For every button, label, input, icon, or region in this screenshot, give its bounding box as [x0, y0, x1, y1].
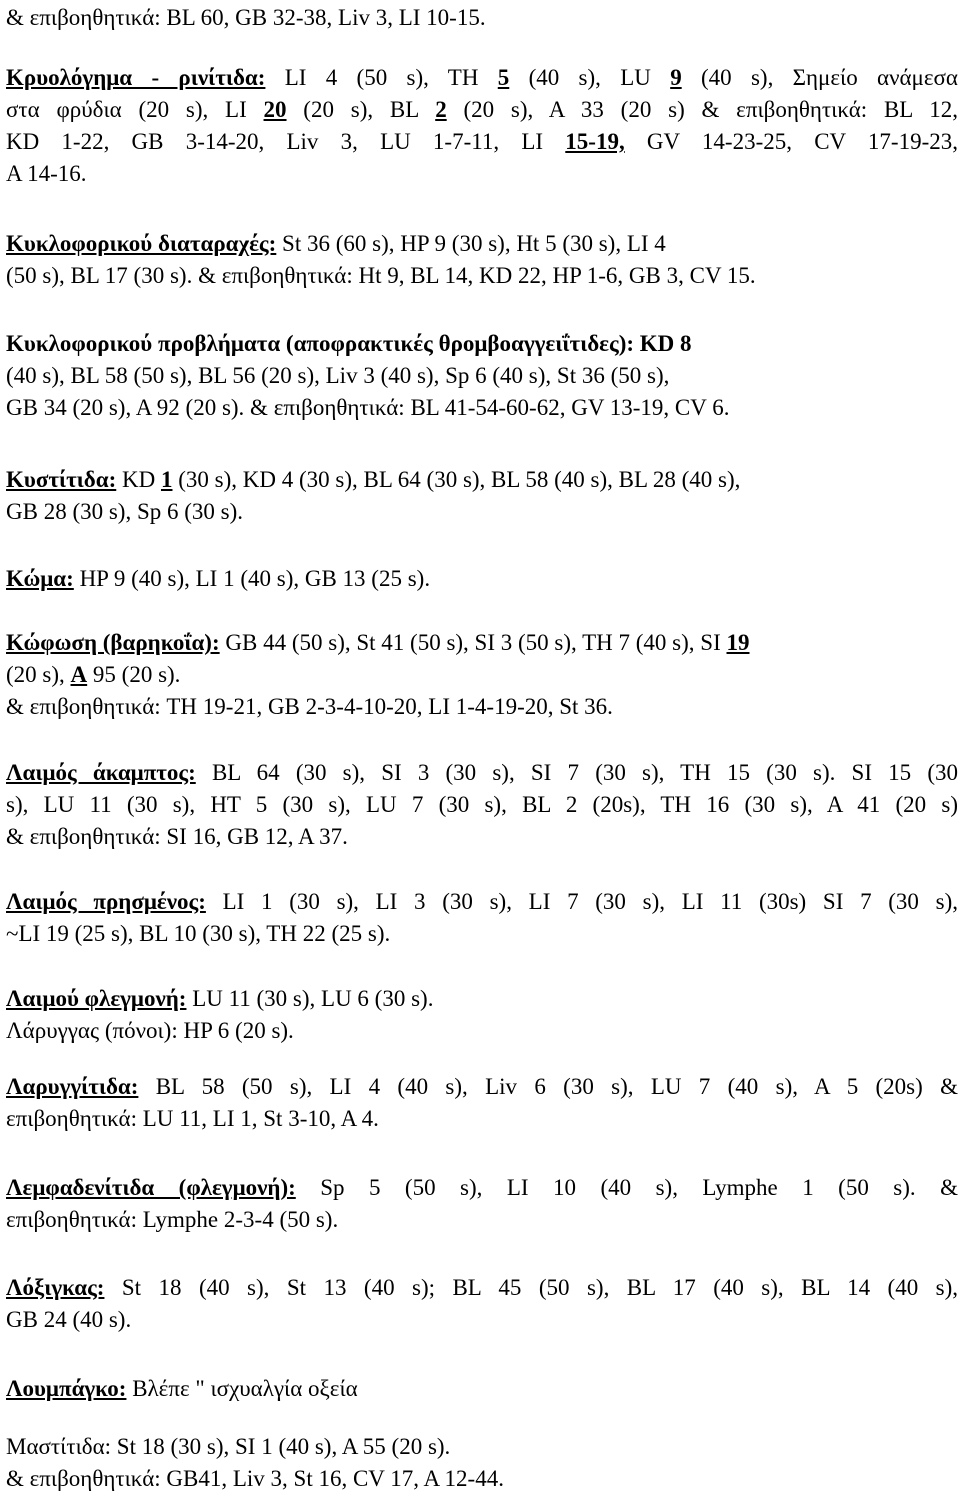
entry-heading: Κώμα:	[6, 566, 74, 591]
entry-text: (20 s), BL	[286, 97, 436, 122]
entry-text: 2	[435, 97, 447, 122]
entry-text: 19	[726, 630, 750, 655]
entry-text: ~LI 19 (25 s), BL 10 (30 s), TH 22 (25 s).	[6, 921, 391, 946]
entry-mastitida	[6, 1431, 958, 1495]
entry-heading: Λαιμός πρησμένος:	[6, 889, 206, 914]
entry-text: GB 34 (20 s), A 92 (20 s). & επιβοηθητικά: BL 41-54-60-62, GV 13-19, CV 6.	[6, 395, 730, 420]
entry-heading: Λεμφαδενίτιδα (φλεγμονή):	[6, 1175, 296, 1200]
entry-text: St 18 (40 s), St 13 (40 s); BL 45 (50 s), BL 17 (40 s), BL 14 (40 s),	[104, 1275, 958, 1300]
entry-laimou-flegmoni	[6, 983, 958, 1047]
entry-text: Βλέπε " ισχυαλγία οξεία	[126, 1376, 358, 1401]
entry-text: KD	[116, 467, 161, 492]
entry-text: (20 s),	[6, 662, 71, 687]
entry-text: GV 14-23-25, CV 17-19-23,	[624, 129, 959, 154]
entry-laryggitida	[6, 1071, 958, 1135]
entry-text: Sp 5 (50 s), LI 10 (40 s), Lymphe 1 (50 s). &	[295, 1175, 958, 1200]
entry-text: HP 9 (40 s), LI 1 (40 s), GB 13 (25 s).	[73, 566, 431, 591]
entry-text: LI 1 (30 s), LI 3 (30 s), LI 7 (30 s), LI 11 (30s) SI 7 (30 s),	[205, 889, 958, 914]
entry-heading: Λαιμού φλεγμονή:	[6, 986, 187, 1011]
top-line	[6, 2, 958, 34]
entry-koma	[6, 563, 958, 595]
entry-text: 9	[670, 65, 682, 90]
entry-text: (50 s), BL 17 (30 s). & επιβοηθητικά: Ht 9, BL 14, KD 22, HP 1-6, GB 3, CV 15.	[6, 263, 756, 288]
entry-kykloforikou-provlimata	[6, 328, 958, 424]
entry-heading: Λόξιγκας:	[6, 1275, 105, 1300]
entry-text: 1	[160, 467, 173, 492]
entry-text: LI 4 (50 s), TH	[265, 65, 498, 90]
entry-text: A	[70, 662, 88, 687]
entry-loumpago	[6, 1373, 958, 1405]
entry-text: KD 1-22, GB 3-14-20, Liv 3, LU 1-7-11, LI	[6, 129, 566, 154]
entry-lemfadenitida	[6, 1172, 958, 1236]
entry-text: Μαστίτιδα: St 18 (30 s), SI 1 (40 s), A 55 (20 s).	[6, 1434, 451, 1459]
top-line-text: & επιβοηθητικά: BL 60, GB 32-38, Liv 3, LI 10-15.	[6, 5, 486, 30]
entry-text: & επιβοηθητικά: GB41, Liv 3, St 16, CV 17, A 12-44.	[6, 1466, 504, 1491]
entry-text: 95 (20 s).	[87, 662, 181, 687]
entry-laimos-prismenos	[6, 886, 958, 950]
entry-text: (40 s), Σημείο ανάμεσα	[681, 65, 958, 90]
entry-heading: Λαρυγγίτιδα:	[6, 1074, 139, 1099]
entry-text: St 36 (60 s), HP 9 (30 s), Ht 5 (30 s), LI 4	[276, 231, 666, 256]
entry-text: BL 58 (50 s), LI 4 (40 s), Liv 6 (30 s), LU 7 (40 s), A 5 (20s) &	[138, 1074, 958, 1099]
entry-text: GB 28 (30 s), Sp 6 (30 s).	[6, 499, 244, 524]
entry-text: (20 s), A 33 (20 s) & επιβοηθητικά: BL 12,	[446, 97, 959, 122]
entry-heading: Κυκλοφορικού διαταραχές:	[6, 231, 277, 256]
entry-text: & επιβοηθητικά: TH 19-21, GB 2-3-4-10-20, LI 1-4-19-20, St 36.	[6, 694, 613, 719]
entry-text: A 14-16.	[6, 161, 87, 186]
entry-text: 15-19,	[565, 129, 625, 154]
entry-laimos-akamptos	[6, 757, 958, 853]
entry-text: 5	[497, 65, 510, 90]
entry-kykloforikou-diataraxes	[6, 228, 958, 292]
entry-text: στα φρύδια (20 s), LI	[6, 97, 264, 122]
entry-heading: Κώφωση (βαρηκοΐα):	[6, 630, 220, 655]
entry-text: επιβοηθητικά: Lymphe 2-3-4 (50 s).	[6, 1207, 339, 1232]
entry-text: (40 s), LU	[509, 65, 671, 90]
entry-kryologima	[6, 62, 958, 190]
entry-heading: Λουμπάγκο:	[6, 1376, 127, 1401]
entry-text: (40 s), BL 58 (50 s), BL 56 (20 s), Liv 3 (40 s), Sp 6 (40 s), St 36 (50 s),	[6, 363, 670, 388]
entry-text: & επιβοηθητικά: SI 16, GB 12, A 37.	[6, 824, 348, 849]
entry-text: Λάρυγγας (πόνοι): HP 6 (20 s).	[6, 1018, 294, 1043]
entry-heading: Λαιμός άκαμπτος:	[6, 760, 196, 785]
entry-heading: Κυστίτιδα:	[6, 467, 117, 492]
entry-text: BL 64 (30 s), SI 3 (30 s), SI 7 (30 s), TH 15 (30 s). SI 15 (30	[195, 760, 959, 785]
entry-heading: Κρυολόγημα - ρινίτιδα:	[6, 65, 266, 90]
entry-text: επιβοηθητικά: LU 11, LI 1, St 3-10, A 4.	[6, 1106, 379, 1131]
entry-text: s), LU 11 (30 s), HT 5 (30 s), LU 7 (30 s), BL 2 (20s), TH 16 (30 s), A 41 (20 s)	[6, 792, 958, 817]
entry-text: GB 24 (40 s).	[6, 1307, 132, 1332]
entry-loxigkas	[6, 1272, 958, 1336]
entry-text: (30 s), KD 4 (30 s), BL 64 (30 s), BL 58 (40 s), BL 28 (40 s),	[172, 467, 741, 492]
entry-kystitida	[6, 464, 958, 528]
entry-text: GB 44 (50 s), St 41 (50 s), SI 3 (50 s), TH 7 (40 s), SI	[219, 630, 727, 655]
entry-kofosi	[6, 627, 958, 723]
entry-heading: Κυκλοφορικού προβλήματα (αποφρακτικές θρομβοαγγειΐτιδες): KD 8	[6, 331, 692, 356]
entry-text: 20	[263, 97, 287, 122]
entry-text: LU 11 (30 s), LU 6 (30 s).	[186, 986, 434, 1011]
